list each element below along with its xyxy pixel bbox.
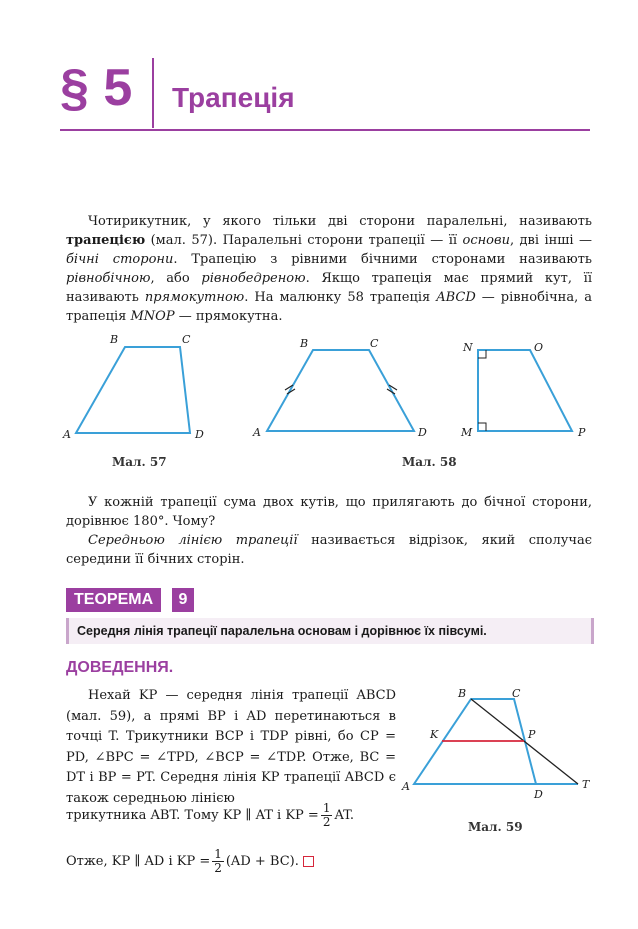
label-58-B: B bbox=[300, 337, 309, 350]
fraction-half: $\frac{1}{2}$ bbox=[322, 801, 331, 829]
label-59-D: D bbox=[534, 788, 543, 801]
label-59-P: P bbox=[528, 728, 536, 741]
label-58-O: O bbox=[534, 341, 544, 354]
midline-definition: Середньою лінією трапеції називається відрізок, який сполучає середини її бічних сторін. bbox=[66, 533, 592, 567]
label-58-C: C bbox=[370, 337, 379, 350]
label-59-C: C bbox=[512, 687, 521, 700]
caption-57: Мал. 57 bbox=[112, 455, 167, 469]
label-59-A: A bbox=[402, 780, 410, 793]
proof-line-1: Нехай KP — середня лінія трапеції ABCD (мал. 59), а прямі BP і AD перетинаються в точці T. Трикутники BCP і TDP рівні, бо CP = PD, ∠BPC = ∠TPD, ∠BCP = ∠TDP. Отже, BC = DT і BP = PT. Середня лінія KP трапеції ABCD є також середньою лінією bbox=[66, 688, 396, 806]
proof-heading: ДОВЕДЕННЯ. bbox=[66, 659, 174, 676]
angle-sum-paragraph: У кожній трапеції сума двох кутів, що прилягають до бічної сторони, дорівнює 180°. Чому? bbox=[66, 495, 592, 529]
label-57-A: A bbox=[63, 428, 71, 441]
section-title: Трапеція bbox=[172, 82, 295, 113]
label-58-P: P bbox=[578, 426, 586, 439]
trapezoid-58-right bbox=[478, 350, 572, 431]
fraction-half-2: $\frac{1}{2}$ bbox=[214, 847, 222, 875]
qed-square-icon bbox=[303, 856, 314, 867]
trapezoid-57 bbox=[76, 347, 190, 433]
section-number: § 5 bbox=[60, 59, 133, 117]
proof-conclusion: Отже, KP ∥ AD і KP = $\frac{1}{2}$ (AD + BC). bbox=[66, 848, 314, 875]
caption-59: Мал. 59 bbox=[468, 820, 523, 834]
caption-58: Мал. 58 bbox=[402, 455, 457, 469]
middle-paragraphs bbox=[66, 493, 592, 569]
header-divider bbox=[152, 58, 154, 128]
label-59-B: B bbox=[458, 687, 467, 700]
equal-tick-marks-icon bbox=[285, 385, 397, 394]
trapezoid-58-isosceles bbox=[267, 350, 414, 431]
proof-text bbox=[66, 686, 396, 809]
theorem-label: ТЕОРЕМА bbox=[66, 588, 161, 612]
label-58-D: D bbox=[418, 426, 427, 439]
right-angle-mark-icon bbox=[478, 350, 486, 431]
label-59-K: K bbox=[430, 728, 439, 741]
label-57-D: D bbox=[195, 428, 204, 441]
label-57-C: C bbox=[182, 333, 191, 346]
header-rule bbox=[60, 129, 590, 131]
theorem-number: 9 bbox=[172, 588, 194, 612]
label-57-B: B bbox=[110, 333, 119, 346]
figures-57-58 bbox=[0, 330, 638, 470]
label-58-N: N bbox=[463, 341, 473, 354]
intro-paragraph: Чотирикутник, у якого тільки дві сторони паралельні, називають трапецією (мал. 57). Паралельні сторони трапеції — її основи, дві інші — бічні сторони. Трапецію з рівними бічними сторонами називають рівнобічною, або рівнобедреною. Якщо трапеція має прямий кут, її називають прямокутною. На малюнку 58 трапеція ABCD — рівнобічна, а трапеція MNOP — прямокутна. bbox=[66, 214, 592, 324]
label-58-A: A bbox=[253, 426, 261, 439]
theorem-statement-box bbox=[66, 618, 594, 644]
theorem-statement: Середня лінія трапеції паралельна основам і дорівнює їх півсумі. bbox=[77, 624, 487, 638]
figure-59 bbox=[396, 684, 606, 804]
proof-line-2: трикутника ABT. Тому KP ∥ AT і KP = $\frac{1}{2}$ AT. bbox=[66, 801, 355, 829]
label-59-T: T bbox=[582, 778, 590, 791]
label-58-M: M bbox=[461, 426, 473, 439]
